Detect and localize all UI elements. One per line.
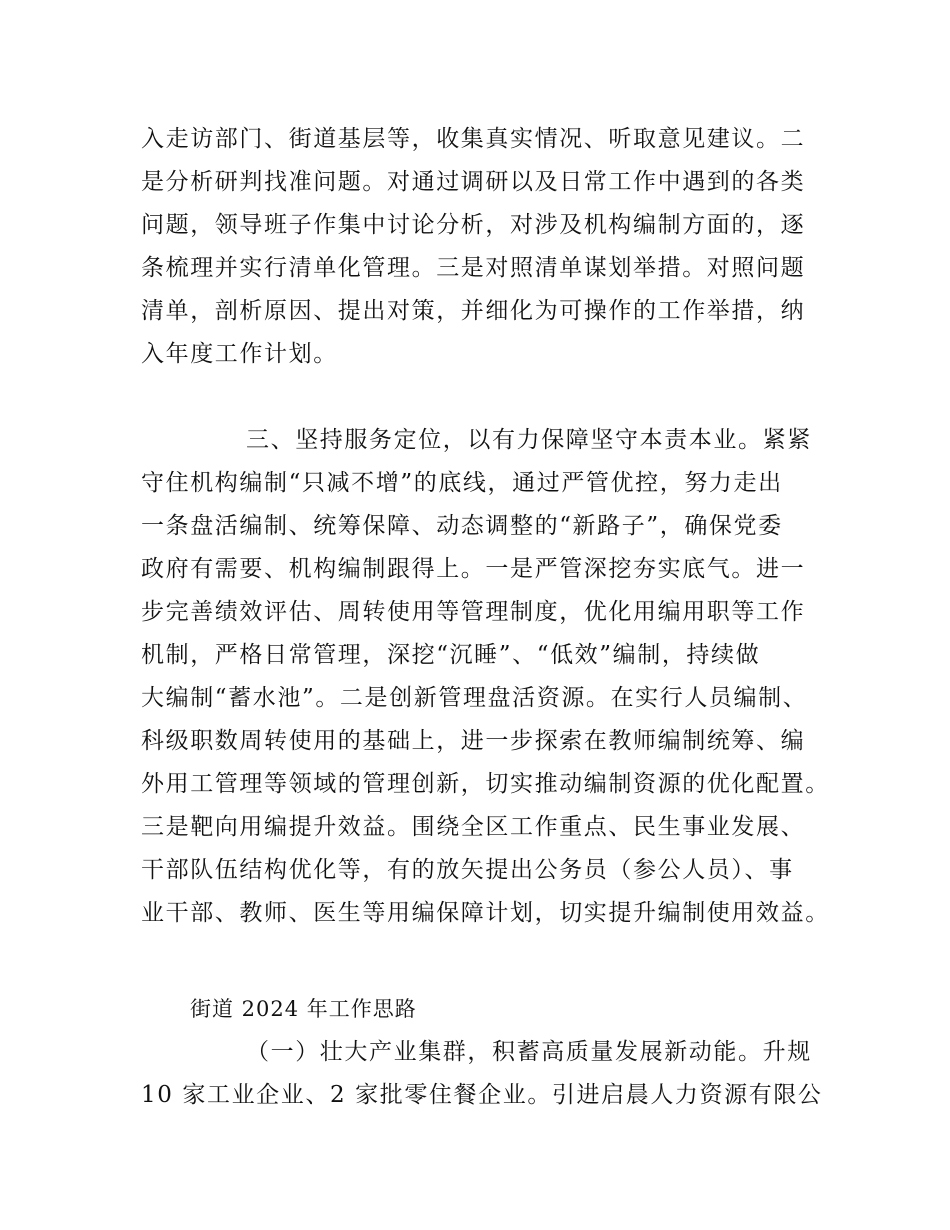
paragraph-line: 政府有需要、机构编制跟得上。一是严管深挖夯实底气。进一 xyxy=(141,556,806,582)
section-heading-line: 三、坚持服务定位，以有力保障坚守本责本业。紧紧 xyxy=(246,427,812,453)
paragraph-line: 大编制“蓄水池”。二是创新管理盘活资源。在实行人员编制、 xyxy=(141,685,808,711)
paragraph-line: 科级职数周转使用的基础上，进一步探索在教师编制统筹、编 xyxy=(141,728,806,754)
paragraph-line: 入年度工作计划。 xyxy=(141,341,338,367)
paragraph-line: 问题，领导班子作集中讨论分析，对涉及机构编制方面的，逐 xyxy=(141,212,806,238)
paragraph-line: （一）壮大产业集群，积蓄高质量发展新动能。升规 xyxy=(246,1039,812,1065)
paragraph-line: 业干部、教师、医生等用编保障计划，切实提升编制使用效益。 xyxy=(141,900,830,926)
paragraph-line: 一条盘活编制、统筹保障、动态调整的“新路子”，确保党委 xyxy=(141,513,783,539)
paragraph-line: 机制，严格日常管理，深挖“沉睡”、“低效”编制，持续做 xyxy=(141,642,761,668)
paragraph-line: 守住机构编制“只减不增”的底线，通过严管优控，努力走出 xyxy=(141,470,783,496)
paragraph-line: 是分析研判找准问题。对通过调研以及日常工作中遇到的各类 xyxy=(141,169,806,195)
section-title: 街道 2024 年工作思路 xyxy=(190,997,417,1021)
paragraph-line: 三是靶向用编提升效益。围绕全区工作重点、民生事业发展、 xyxy=(141,814,806,840)
paragraph-line: 干部队伍结构优化等，有的放矢提出公务员（参公人员）、事 xyxy=(141,857,794,883)
paragraph-line: 步完善绩效评估、周转使用等管理制度，优化用编用职等工作 xyxy=(141,599,806,625)
paragraph-line: 入走访部门、街道基层等，收集真实情况、听取意见建议。二 xyxy=(141,126,806,152)
paragraph-line: 清单，剖析原因、提出对策，并细化为可操作的工作举措，纳 xyxy=(141,298,806,324)
paragraph-line: 外用工管理等领域的管理创新，切实推动编制资源的优化配置。 xyxy=(141,771,830,797)
paragraph-line: 10 家工业企业、2 家批零住餐企业。引进启晨人力资源有限公 xyxy=(141,1082,823,1108)
paragraph-line: 条梳理并实行清单化管理。三是对照清单谋划举措。对照问题 xyxy=(141,255,806,281)
